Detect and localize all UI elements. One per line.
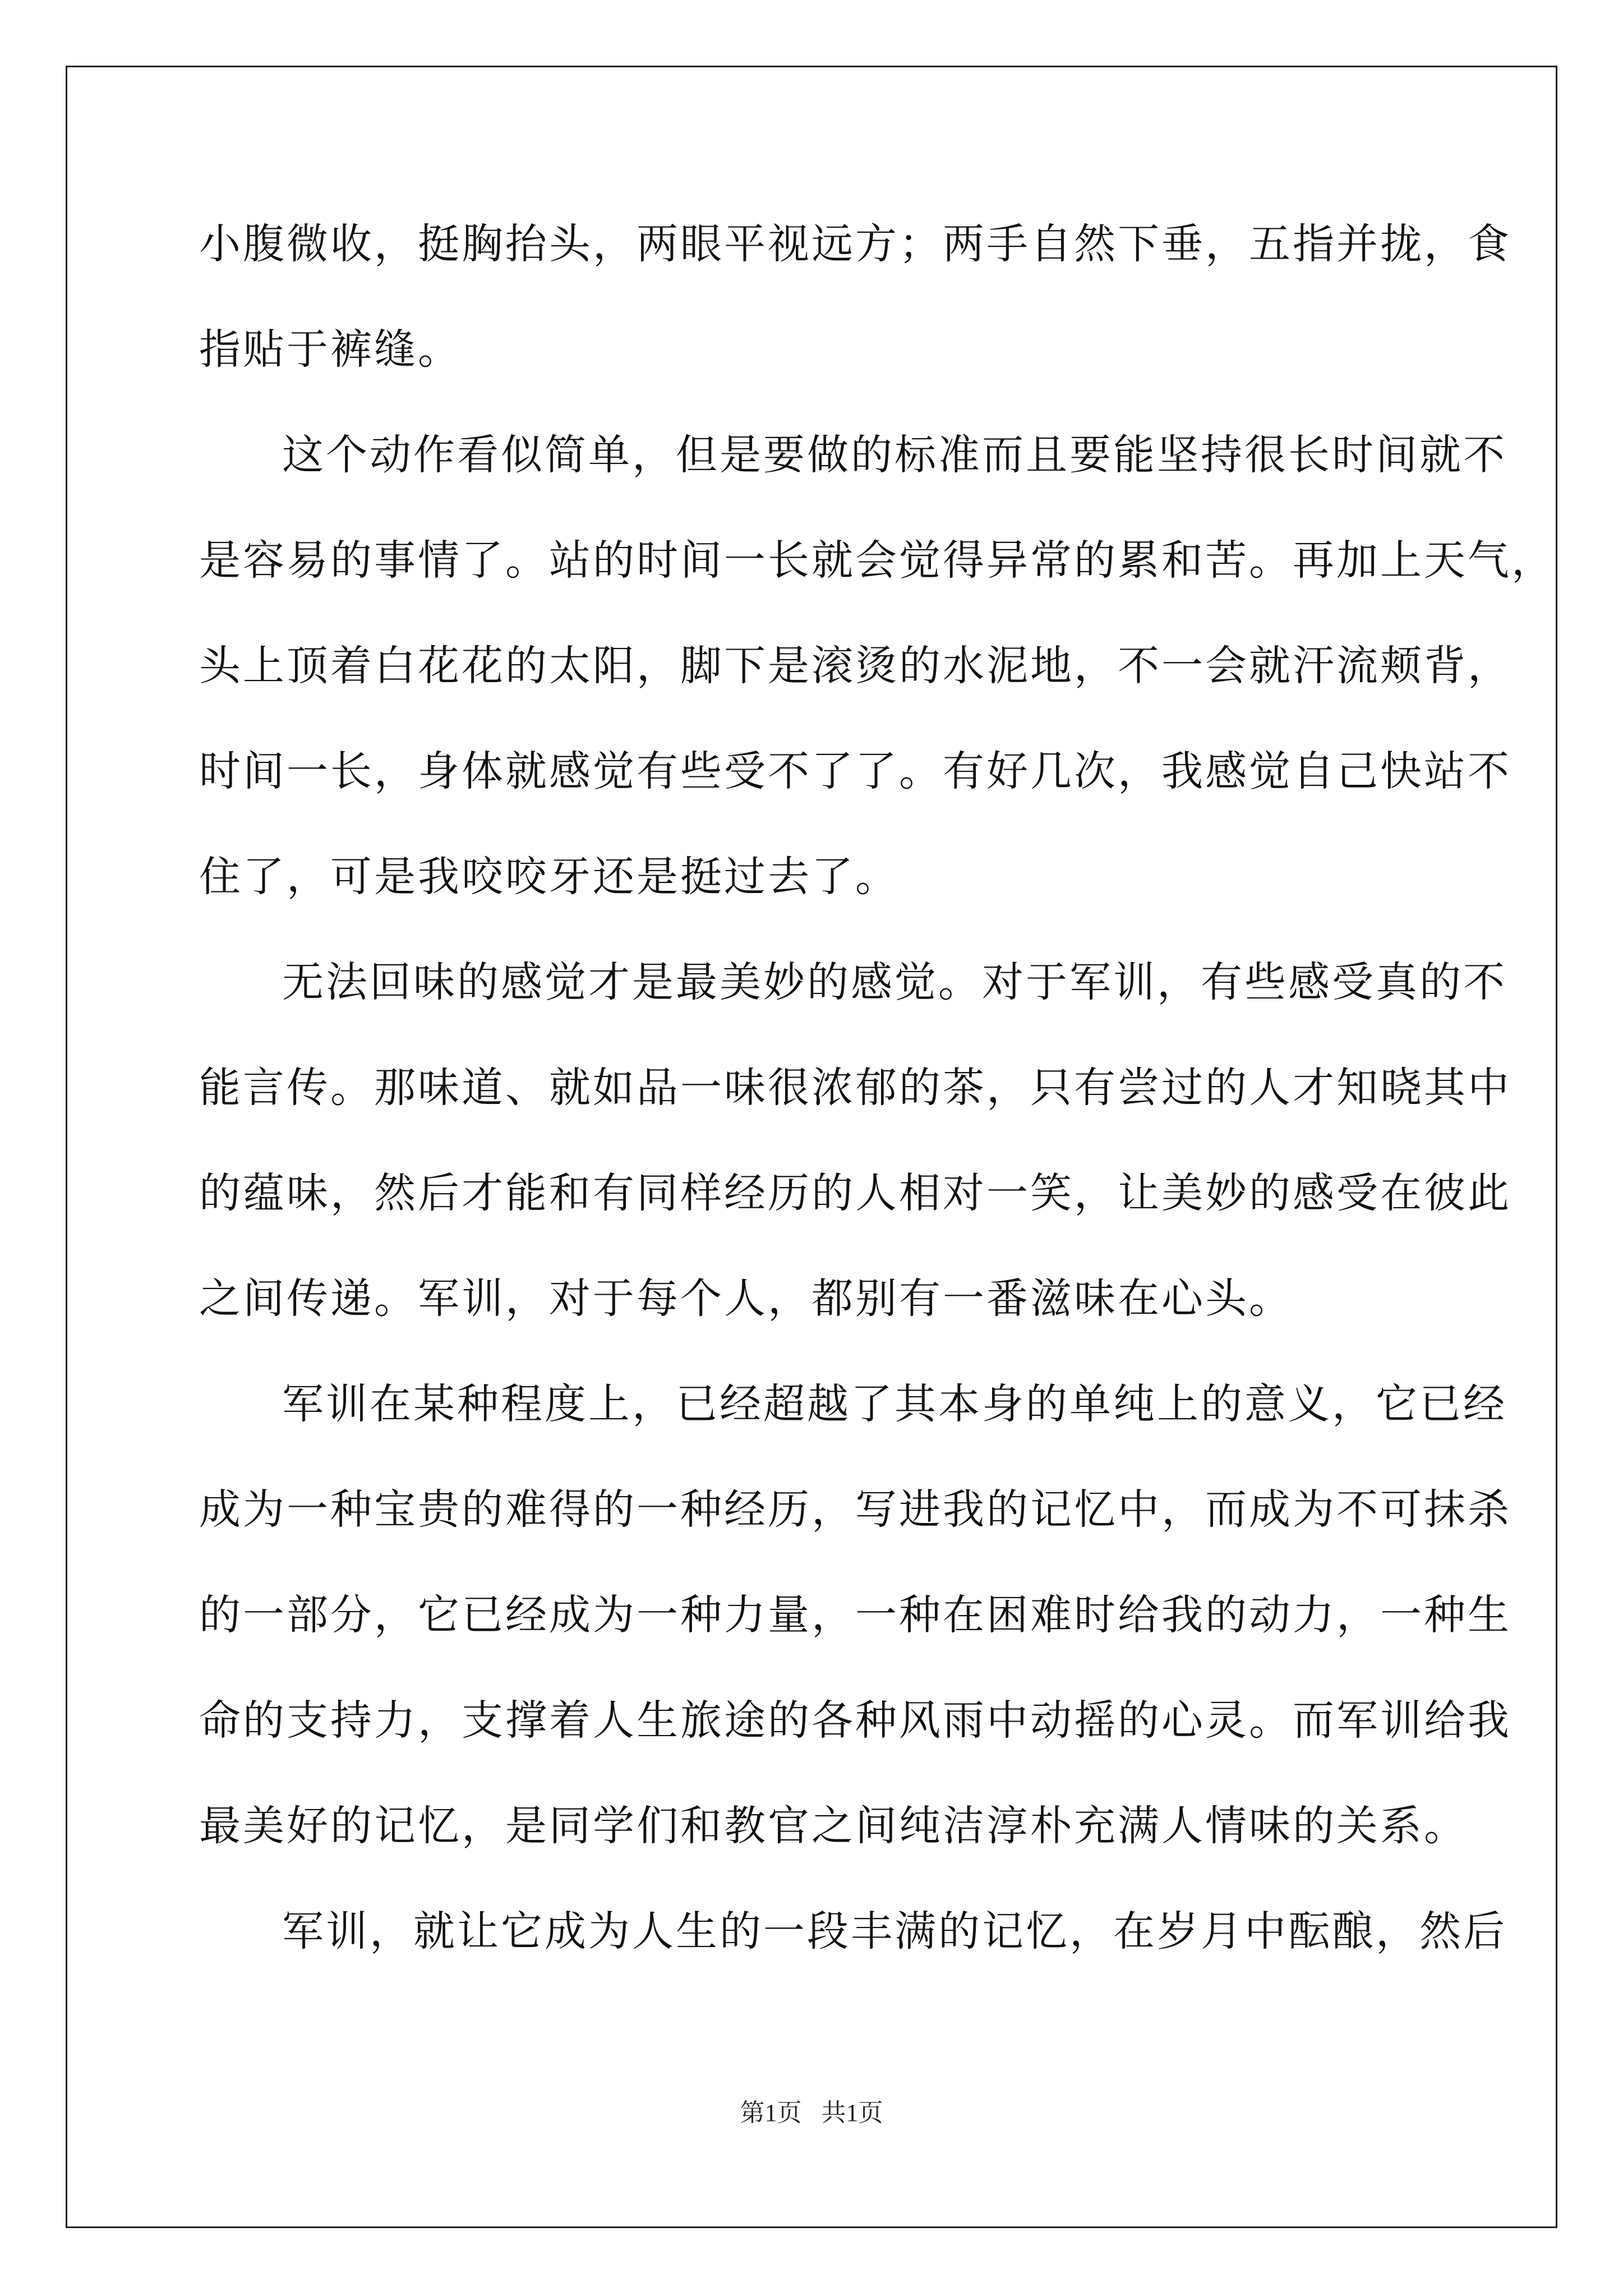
paragraph-start-line: 军训在某种程度上，已经超越了其本身的单纯上的意义，它已经	[282, 1380, 1507, 1428]
paragraph-start-line: 无法回味的感觉才是最美妙的感觉。对于军训，有些感受真的不	[282, 958, 1507, 1006]
page-number-current: 第1页	[740, 2099, 802, 2127]
text-line: 时间一长，身体就感觉有些受不了了。有好几次，我感觉自己快站不	[199, 747, 1511, 795]
text-line: 成为一种宝贵的难得的一种经历，写进我的记忆中，而成为不可抹杀	[199, 1485, 1511, 1534]
text-line: 命的支持力，支撑着人生旅途的各种风雨中动摇的心灵。而军训给我	[199, 1696, 1511, 1745]
text-line: 指贴于裤缝。	[199, 325, 462, 374]
text-line: 最美好的记忆，是同学们和教官之间纯洁淳朴充满人情味的关系。	[199, 1802, 1468, 1850]
text-line: 头上顶着白花花的太阳，脚下是滚烫的水泥地，不一会就汗流颊背，	[199, 642, 1511, 690]
text-line: 之间传递。军训，对于每个人，都别有一番滋味在心头。	[199, 1274, 1293, 1323]
text-line: 小腹微收，挺胸抬头，两眼平视远方；两手自然下垂，五指并拢，食	[199, 220, 1511, 268]
text-line: 的蕴味，然后才能和有同样经历的人相对一笑，让美妙的感受在彼此	[199, 1169, 1511, 1217]
text-line: 的一部分，它已经成为一种力量，一种在困难时给我的动力，一种生	[199, 1591, 1511, 1639]
text-line: 是容易的事情了。站的时间一长就会觉得异常的累和苦。再加上天气，	[199, 536, 1555, 585]
paragraph-start-line: 军训，就让它成为人生的一段丰满的记忆，在岁月中酝酿，然后	[282, 1907, 1507, 1955]
text-line: 住了，可是我咬咬牙还是挺过去了。	[199, 853, 899, 901]
page-number-total: 共1页	[821, 2099, 883, 2127]
page-footer	[0, 2092, 1623, 2128]
paragraph-start-line: 这个动作看似简单，但是要做的标准而且要能坚持很长时间就不	[282, 431, 1507, 479]
text-line: 能言传。那味道、就如品一味很浓郁的茶，只有尝过的人才知晓其中	[199, 1064, 1511, 1112]
